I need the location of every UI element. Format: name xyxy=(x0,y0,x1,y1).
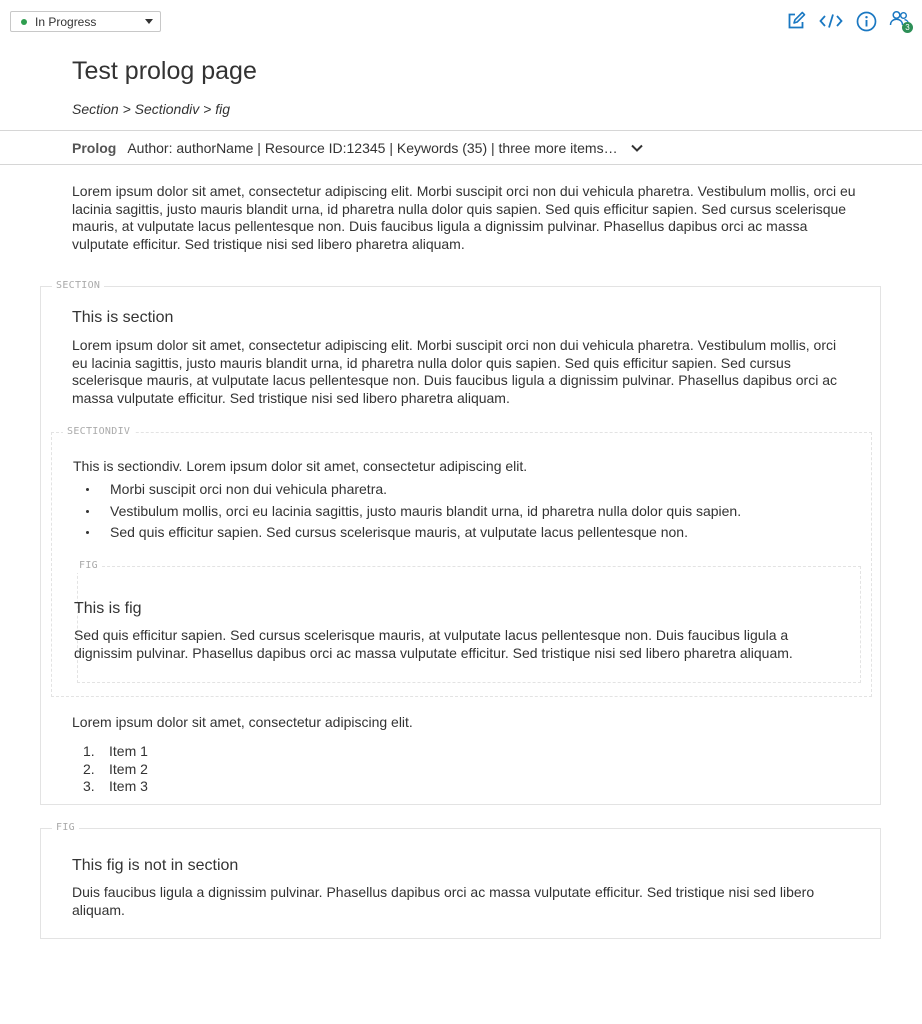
list-number: 1. xyxy=(83,743,95,759)
sectiondiv-tag: SECTIONDIV xyxy=(63,425,134,439)
fig-tag: FIG xyxy=(75,559,102,573)
list-number: 2. xyxy=(83,760,95,777)
edit-icon xyxy=(786,11,806,31)
list-number: 3. xyxy=(83,778,95,795)
list-item xyxy=(72,743,148,761)
ordered-list xyxy=(72,743,148,796)
section-tag: SECTION xyxy=(52,279,104,293)
intro-paragraph: Lorem ipsum dolor sit amet, consectetur adipiscing elit. Morbi suscipit orci non dui vehicula pharetra. Vestibulum mollis, orci eu lacinia sagittis, justo mauris blandit urna, id pharetra nulla dolor quis sapien. Sed quis efficitur sapien. Sed cursus scelerisque mauris, at vulputate lacus pellentesque non. Duis faucibus ligula a dignissim pulvinar. Phasellus dapibus orci ac massa vulputate efficitur. Sed tristique nisi sed libero pharetra aliquam. xyxy=(72,183,856,252)
prolog-summary: Author: authorName | Resource ID:12345 | Keywords (35) | three more items… xyxy=(127,139,618,156)
status-dropdown[interactable] xyxy=(10,11,161,32)
chevron-down-icon[interactable] xyxy=(630,143,644,153)
page-title: Test prolog page xyxy=(72,57,257,85)
list-item: Morbi suscipit orci non dui vehicula pharetra. xyxy=(73,481,741,503)
code-icon xyxy=(819,11,843,31)
source-code-button[interactable] xyxy=(818,8,844,34)
section-heading: This is section xyxy=(72,309,174,326)
info-button[interactable] xyxy=(853,8,879,34)
list-item-text: Item 1 xyxy=(109,743,148,759)
status-label: In Progress xyxy=(35,14,97,29)
list-item-text: Item 2 xyxy=(109,760,148,777)
sectiondiv-intro: This is sectiondiv. Lorem ipsum dolor sit amet, consectetur adipiscing elit. xyxy=(73,458,528,474)
sectiondiv-block xyxy=(51,426,872,697)
list-item: Vestibulum mollis, orci eu lacinia sagittis, justo mauris blandit urna, id pharetra nulla dolor quis sapien. xyxy=(73,503,741,525)
standalone-fig-paragraph: Duis faucibus ligula a dignissim pulvinar. Phasellus dapibus orci ac massa vulputate efficitur. Sed tristique nisi sed libero aliquam. xyxy=(72,884,815,918)
toolbar xyxy=(774,8,914,34)
breadcrumb: Section > Sectiondiv > fig xyxy=(72,101,230,117)
status-dot-icon xyxy=(21,19,27,25)
list-item: Sed quis efficitur sapien. Sed cursus scelerisque mauris, at vulputate lacus pellentesque non. xyxy=(73,524,741,546)
section-trailing-text: Lorem ipsum dolor sit amet, consectetur adipiscing elit. xyxy=(72,714,413,730)
fig-block xyxy=(74,560,861,683)
section-paragraph: Lorem ipsum dolor sit amet, consectetur adipiscing elit. Morbi suscipit orci non dui vehicula pharetra. Vestibulum mollis, orci eu lacinia sagittis, justo mauris blandit urna, id pharetra nulla dolor quis sapien. Sed quis efficitur sapien. Sed cursus scelerisque mauris, at vulputate lacus pellentesque non. Duis faucibus ligula a dignissim pulvinar. Phasellus dapibus orci ac massa vulputate efficitur. Sed tristique nisi sed libero pharetra aliquam. xyxy=(72,337,837,406)
standalone-fig-heading: This fig is not in section xyxy=(72,857,239,874)
prolog-bar[interactable] xyxy=(0,130,922,165)
list-item-text: Item 3 xyxy=(109,778,148,795)
collaborators-button[interactable] xyxy=(888,8,914,34)
info-icon xyxy=(856,11,877,32)
list-item xyxy=(72,761,148,779)
fig-heading: This is fig xyxy=(74,600,142,617)
standalone-fig-block xyxy=(40,822,881,939)
caret-down-icon xyxy=(145,19,153,24)
bullet-list xyxy=(73,481,741,546)
section-block xyxy=(40,280,881,805)
edit-button[interactable] xyxy=(783,8,809,34)
fig-paragraph: Sed quis efficitur sapien. Sed cursus scelerisque mauris, at vulputate lacus pellentesque non. Duis faucibus ligula a dignissim pulvinar. Phasellus dapibus orci ac massa vulputate efficitur. Sed tristique nisi sed libero pharetra aliquam. xyxy=(74,627,793,661)
list-item xyxy=(72,778,148,796)
fig-tag: FIG xyxy=(52,821,79,835)
collaborator-count-badge: 3 xyxy=(902,22,913,33)
prolog-label: Prolog xyxy=(72,139,117,156)
